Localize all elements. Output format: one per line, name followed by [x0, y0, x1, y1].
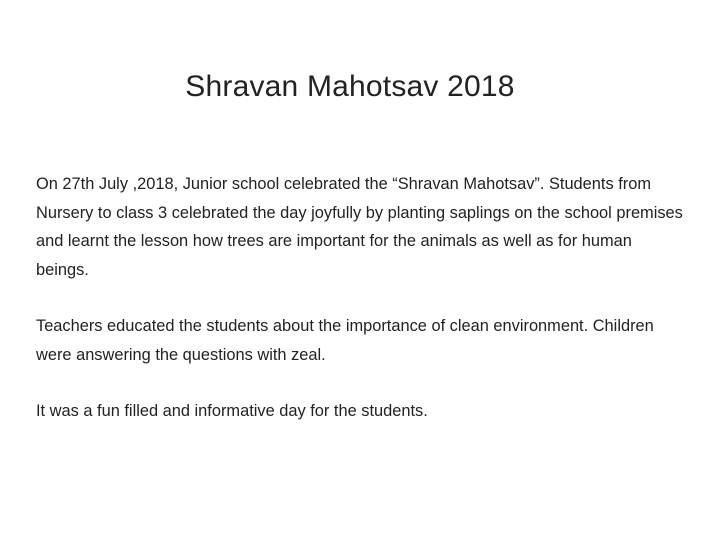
paragraph-1: On 27th July ,2018, Junior school celebrated the “Shravan Mahotsav”. Students from Nursery to class 3 celebrated the day joyfully by planting saplings on the school premises and learnt the lesson how trees are important for the animals as well as for human beings. — [36, 175, 683, 279]
article-body — [36, 170, 686, 454]
paragraph-2: Teachers educated the students about the importance of clean environment. Children were answering the questions with zeal. — [36, 317, 654, 364]
page-title: Shravan Mahotsav 2018 — [185, 70, 515, 103]
paragraph-3: It was a fun filled and informative day for the students. — [36, 402, 428, 420]
